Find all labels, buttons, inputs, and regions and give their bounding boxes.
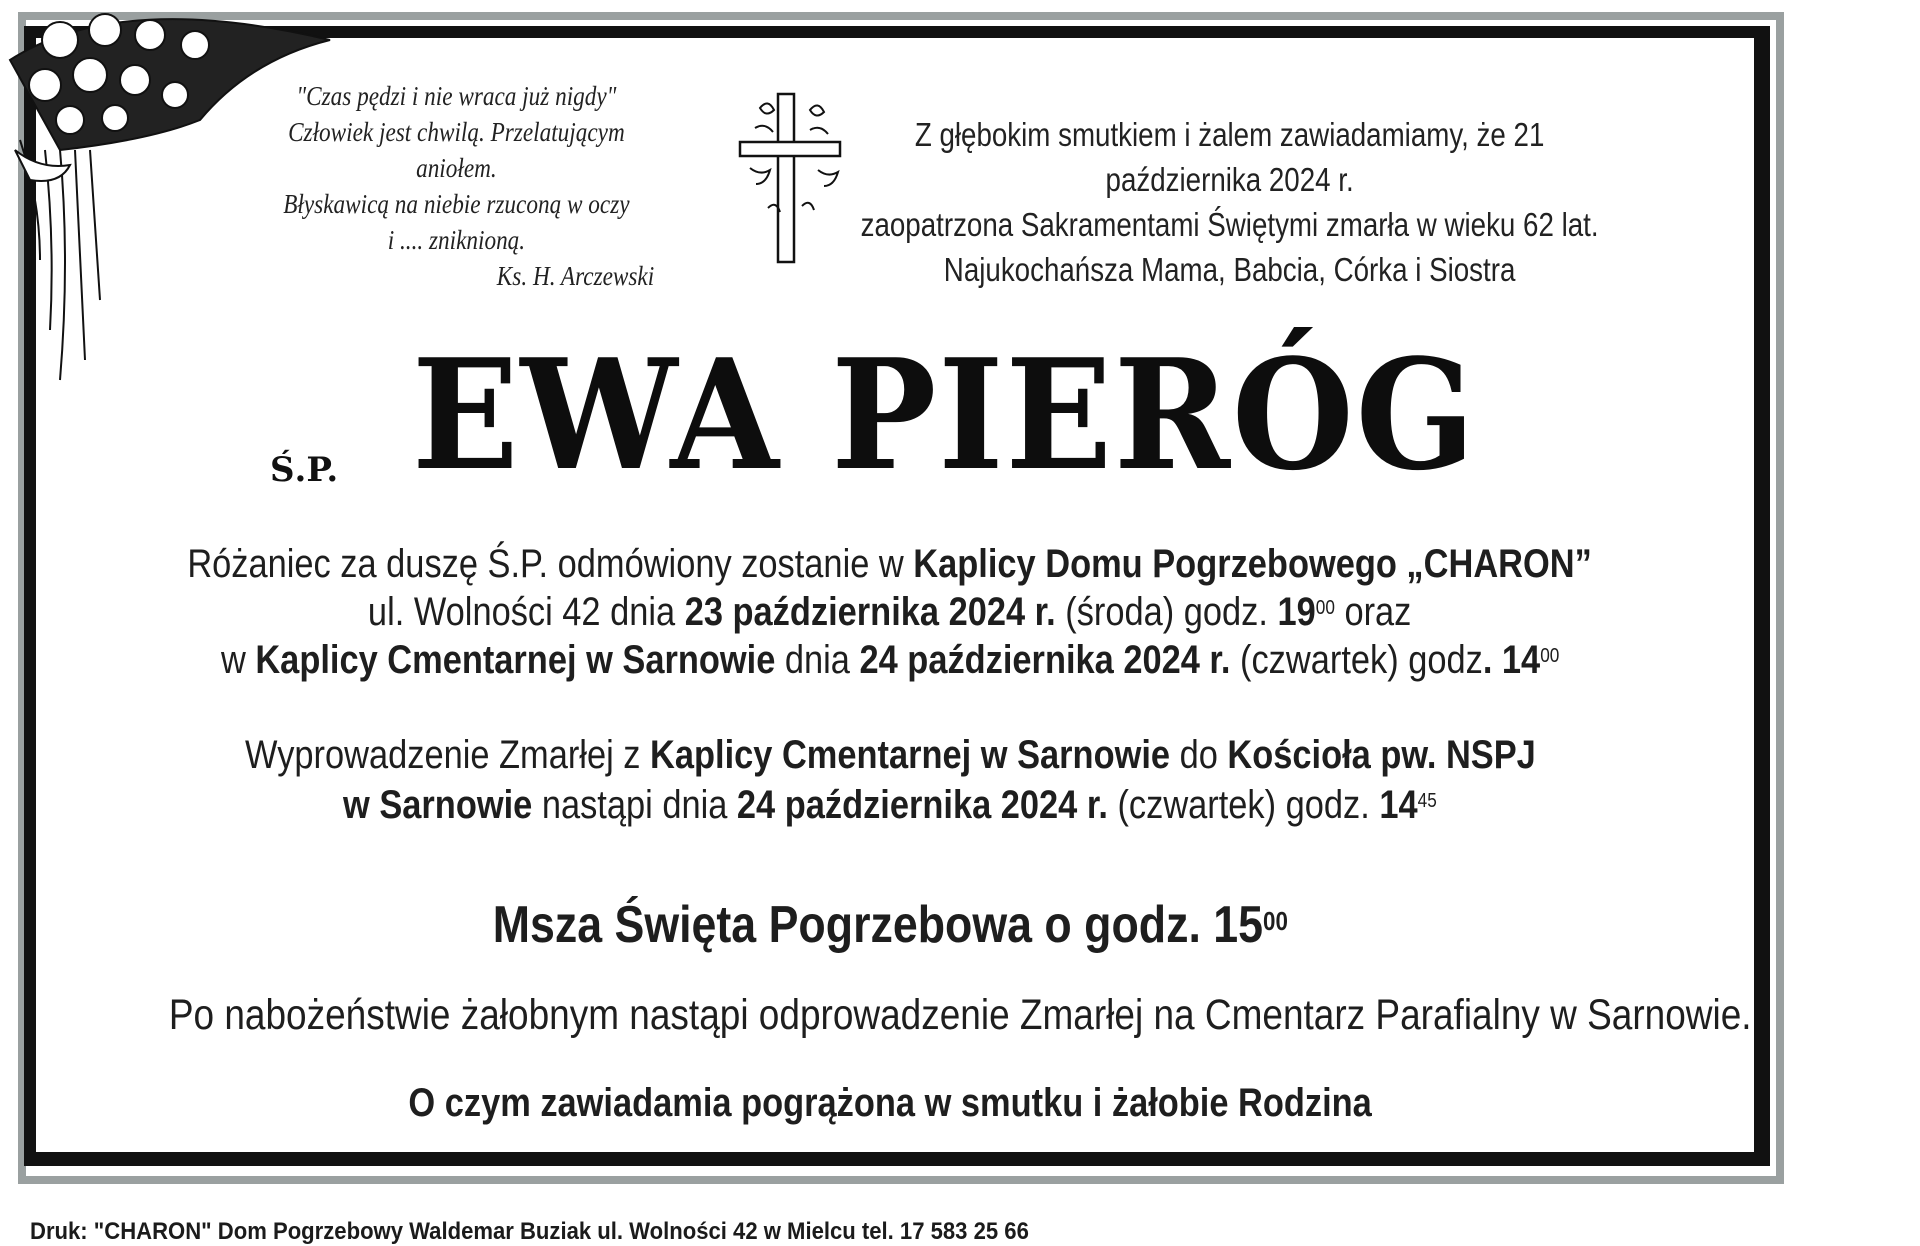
rosary-address: ul. Wolności 42 dnia — [368, 590, 686, 634]
quote-author: Ks. H. Arczewski — [496, 261, 655, 291]
quote-line-2: Człowiek jest chwilą. Przelatującym aniołem. — [288, 117, 625, 183]
flower-bouquet-illustration — [0, 0, 340, 450]
rosary-text: Różaniec za duszę Ś.P. odmówiony zostanie w — [187, 542, 914, 586]
rosary-location: Kaplicy Domu Pogrzebowego „CHARON” — [913, 542, 1593, 586]
rosary-hour-2: . 14 — [1482, 638, 1541, 682]
rosary-paragraph — [40, 540, 1740, 684]
procession-to: Kościoła pw. NSPJ — [1226, 733, 1536, 777]
rosary-minutes-1: 00 — [1316, 597, 1336, 619]
quote-line-1: "Czas pędzi i nie wraca już nigdy" — [296, 81, 617, 111]
procession-text-2: nastąpi dnia — [532, 783, 738, 827]
procession-to-label: do — [1169, 733, 1227, 777]
procession-minutes: 45 — [1417, 790, 1437, 812]
announcement-line-2: zaopatrzona Sakramentami Świętymi zmarła w wieku 62 lat. — [860, 206, 1599, 243]
rosary-day-2: (czwartek) godz — [1230, 638, 1483, 682]
procession-town: w Sarnowie — [343, 783, 533, 827]
rosary-location-2: Kaplicy Cmentarnej w Sarnowie — [255, 638, 776, 682]
deceased-name: EWA PIERÓG — [412, 325, 1477, 504]
rosary-conjunction: oraz — [1335, 590, 1412, 634]
rosary-text-2: w — [220, 638, 256, 682]
procession-text: Wyprowadzenie Zmarłej z — [244, 733, 650, 777]
death-announcement — [860, 112, 1599, 292]
procession-date: 24 października 2024 r. — [737, 783, 1108, 827]
cross-with-lilies-icon — [730, 88, 850, 268]
quote-line-4: i .... zniknioną. — [387, 225, 526, 255]
after-service-text: Po nabożeństwie żałobnym nastąpi odprowadzenie Zmarłej na Cmentarz Parafialny w Sarnowie. — [168, 991, 1752, 1039]
quote-line-3: Błyskawicą na niebie rzuconą w oczy — [283, 189, 630, 219]
family-line — [40, 1078, 1740, 1128]
mass-text: Msza Święta Pogrzebowa o godz. 15 — [492, 896, 1263, 954]
printer-footer: Druk: "CHARON" Dom Pogrzebowy Waldemar Buziak ul. Wolności 42 w Mielcu tel. 17 583 25 66 — [30, 1218, 1029, 1245]
funeral-mass-line — [40, 895, 1740, 955]
rosary-day-label: dnia — [775, 638, 860, 682]
family-text: O czym zawiadamia pogrążona w smutku i żałobie Rodzina — [408, 1081, 1372, 1125]
rosary-day-1: (środa) godz. — [1056, 590, 1278, 634]
rosary-hour-1: 19 — [1277, 590, 1317, 634]
announcement-line-3: Najukochańsza Mama, Babcia, Córka i Siostra — [943, 251, 1516, 288]
procession-from: Kaplicy Cmentarnej w Sarnowie — [649, 733, 1170, 777]
after-service-line — [40, 990, 1752, 1040]
deceased-prefix: Ś.P. — [270, 450, 339, 490]
procession-hour: 14 — [1379, 783, 1418, 827]
announcement-line-1: Z głębokim smutkiem i żalem zawiadamiamy, że 21 października 2024 r. — [914, 116, 1545, 198]
procession-paragraph — [40, 730, 1740, 830]
mass-minutes: 00 — [1262, 906, 1288, 936]
procession-day: (czwartek) godz. — [1107, 783, 1380, 827]
deceased-name-row — [270, 325, 1570, 504]
rosary-minutes-2: 00 — [1540, 645, 1560, 667]
rosary-date-1: 23 października 2024 r. — [685, 590, 1057, 634]
rosary-date-2: 24 października 2024 r. — [859, 638, 1231, 682]
